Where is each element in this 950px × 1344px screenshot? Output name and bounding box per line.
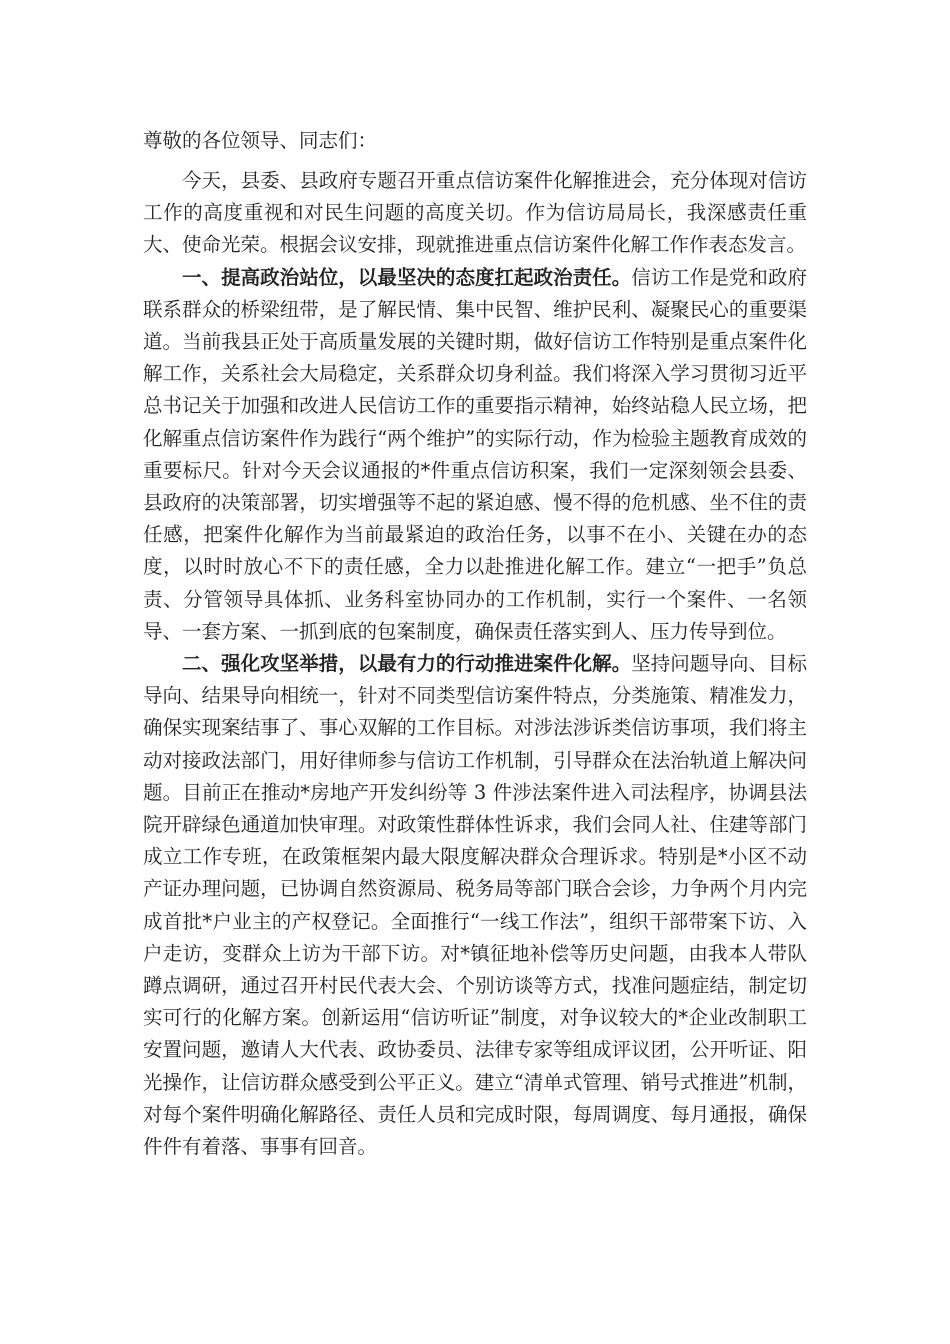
paragraph-section-one (143, 262, 807, 648)
paragraph-body: 信访工作是党和政府联系群众的桥梁纽带，是了解民情、集中民智、维护民利、凝聚民心的重要渠道。当前我县正处于高质量发展的关键时期，做好信访工作特别是重点案件化解工作，关系社会大局稳定，关系群众切身利益。我们将深入学习贯彻习近平总书记关于加强和改进人民信访工作的重要指示精神，始终站稳人民立场，把化解重点信访案件作为践行“两个维护”的实际行动，作为检验主题教育成效的重要标尺。针对今天会议通报的*件重点信访积案，我们一定深刻领会县委、县政府的决策部署，切实增强等不起的紧迫感、慢不得的危机感、坐不住的责任感，把案件化解作为当前最紧迫的政治任务，以事不在小、关键在办的态度，以时时放心不下的责任感，全力以赴推进化解工作。建立“一把手”负总责、分管领导具体抓、业务科室协同办的工作机制，实行一个案件、一名领导、一套方案、一抓到底的包案制度，确保责任落实到人、压力传导到位。 (143, 265, 807, 643)
section-heading: 一、提高政治站位，以最坚决的态度扛起政治责任。 (182, 265, 632, 289)
paragraph-opening (143, 165, 807, 262)
salutation: 尊敬的各位领导、同志们： (143, 129, 378, 152)
section-heading: 二、强化攻坚举措，以最有力的行动推进案件化解。 (182, 652, 632, 676)
document-page (143, 118, 807, 1163)
paragraph-body: 今天，县委、县政府专题召开重点信访案件化解推进会，充分体现对信访工作的高度重视和对民生问题的高度关切。作为信访局局长，我深感责任重大、使命光荣。根据会议安排，现就推进重点信访案件化解工作作表态发言。 (143, 169, 807, 257)
paragraph-section-two (143, 648, 807, 1163)
paragraph-body: 坚持问题导向、目标导向、结果导向相统一，针对不同类型信访案件特点，分类施策、精准发力，确保实现案结事了、事心双解的工作目标。对涉法涉诉类信访事项，我们将主动对接政法部门，用好律师参与信访工作机制，引导群众在法治轨道上解决问题。目前正在推动*房地产开发纠纷等 3 件涉法案件进入司法程序，协调县法院开辟绿色通道加快审理。对政策性群体性诉求，我们会同人社、住建等部门成立工作专班，在政策框架内最大限度解决群众合理诉求。特别是*小区不动产证办理问题，已协调自然资源局、税务局等部门联合会诊，力争两个月内完成首批*户业主的产权登记。全面推行“一线工作法”，组织干部带案下访、入户走访，变群众上访为干部下访。对*镇征地补偿等历史问题，由我本人带队蹲点调研，通过召开村民代表大会、个别访谈等方式，找准问题症结，制定切实可行的化解方案。创新运用“信访听证”制度，对争议较大的*企业改制职工安置问题，邀请人大代表、政协委员、法律专家等组成评议团，公开听证、阳光操作，让信访群众感受到公平正义。建立“清单式管理、销号式推进”机制，对每个案件明确化解路径、责任人员和完成时限，每周调度、每月通报，确保件件有着落、事事有回音。 (143, 652, 807, 1159)
